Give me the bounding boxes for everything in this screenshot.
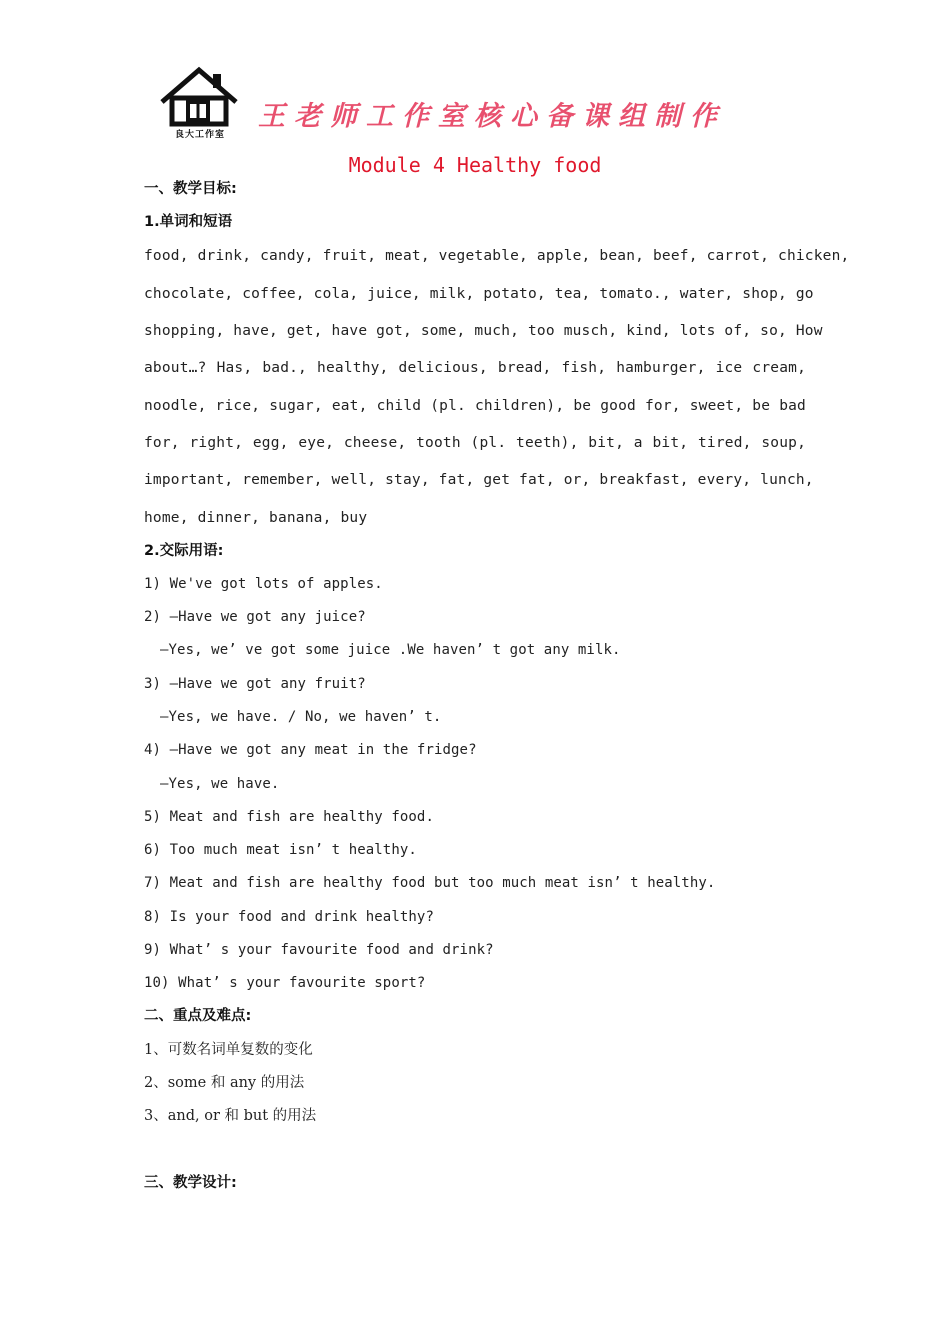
objectives-heading: 一、教学目标:	[144, 181, 237, 197]
studio-title: 王老师工作室核心备课组制作	[258, 101, 726, 132]
vocab-line: for, right, egg, eye, cheese, tooth (pl. teeth), bit, a bit, tired, soup,	[144, 435, 806, 451]
phrase-line: 6) Too much meat isn’ t healthy.	[144, 842, 417, 858]
vocab-line: about…? Has, bad., healthy, delicious, bread, fish, hamburger, ice cream,	[144, 360, 806, 376]
key-point-item: 1、可数名词单复数的变化	[144, 1042, 313, 1058]
design-heading: 三、教学设计:	[144, 1175, 237, 1191]
logo-caption: 良大工作室	[174, 130, 225, 140]
vocab-heading: 1.单词和短语	[144, 214, 233, 230]
page-header	[158, 66, 798, 146]
phrase-line: 4) —Have we got any meat in the fridge?	[144, 742, 477, 758]
key-points-heading: 二、重点及难点:	[144, 1008, 252, 1024]
phrases-heading: 2.交际用语:	[144, 543, 224, 559]
phrase-line: 3) —Have we got any fruit?	[144, 676, 366, 692]
phrase-line: 10) What’ s your favourite sport?	[144, 975, 426, 991]
vocab-line: shopping, have, get, have got, some, much, too musch, kind, lots of, so, How	[144, 323, 823, 339]
phrase-line: —Yes, we have. / No, we haven’ t.	[160, 709, 442, 725]
phrase-line: —Yes, we’ ve got some juice .We haven’ t got any milk.	[160, 642, 621, 658]
phrase-line: 2) —Have we got any juice?	[144, 609, 366, 625]
phrase-line: 9) What’ s your favourite food and drink?	[144, 942, 494, 958]
vocab-line: home, dinner, banana, buy	[144, 510, 368, 526]
document-title: Module 4 Healthy food	[348, 153, 602, 177]
key-point-item: 2、some 和 any 的用法	[144, 1075, 305, 1091]
phrase-line: 7) Meat and fish are healthy food but too much meat isn’ t healthy.	[144, 875, 716, 891]
vocab-line: important, remember, well, stay, fat, get fat, or, breakfast, every, lunch,	[144, 472, 814, 488]
vocab-line: noodle, rice, sugar, eat, child (pl. children), be good for, sweet, be bad	[144, 398, 806, 414]
phrase-line: —Yes, we have.	[160, 776, 280, 792]
vocab-line: food, drink, candy, fruit, meat, vegetable, apple, bean, beef, carrot, chicken,	[144, 248, 850, 264]
phrase-line: 5) Meat and fish are healthy food.	[144, 809, 434, 825]
phrase-line: 1) We've got lots of apples.	[144, 576, 383, 592]
phrase-line: 8) Is your food and drink healthy?	[144, 909, 434, 925]
vocab-line: chocolate, coffee, cola, juice, milk, potato, tea, tomato., water, shop, go	[144, 286, 814, 302]
key-point-item: 3、and, or 和 but 的用法	[144, 1108, 317, 1124]
